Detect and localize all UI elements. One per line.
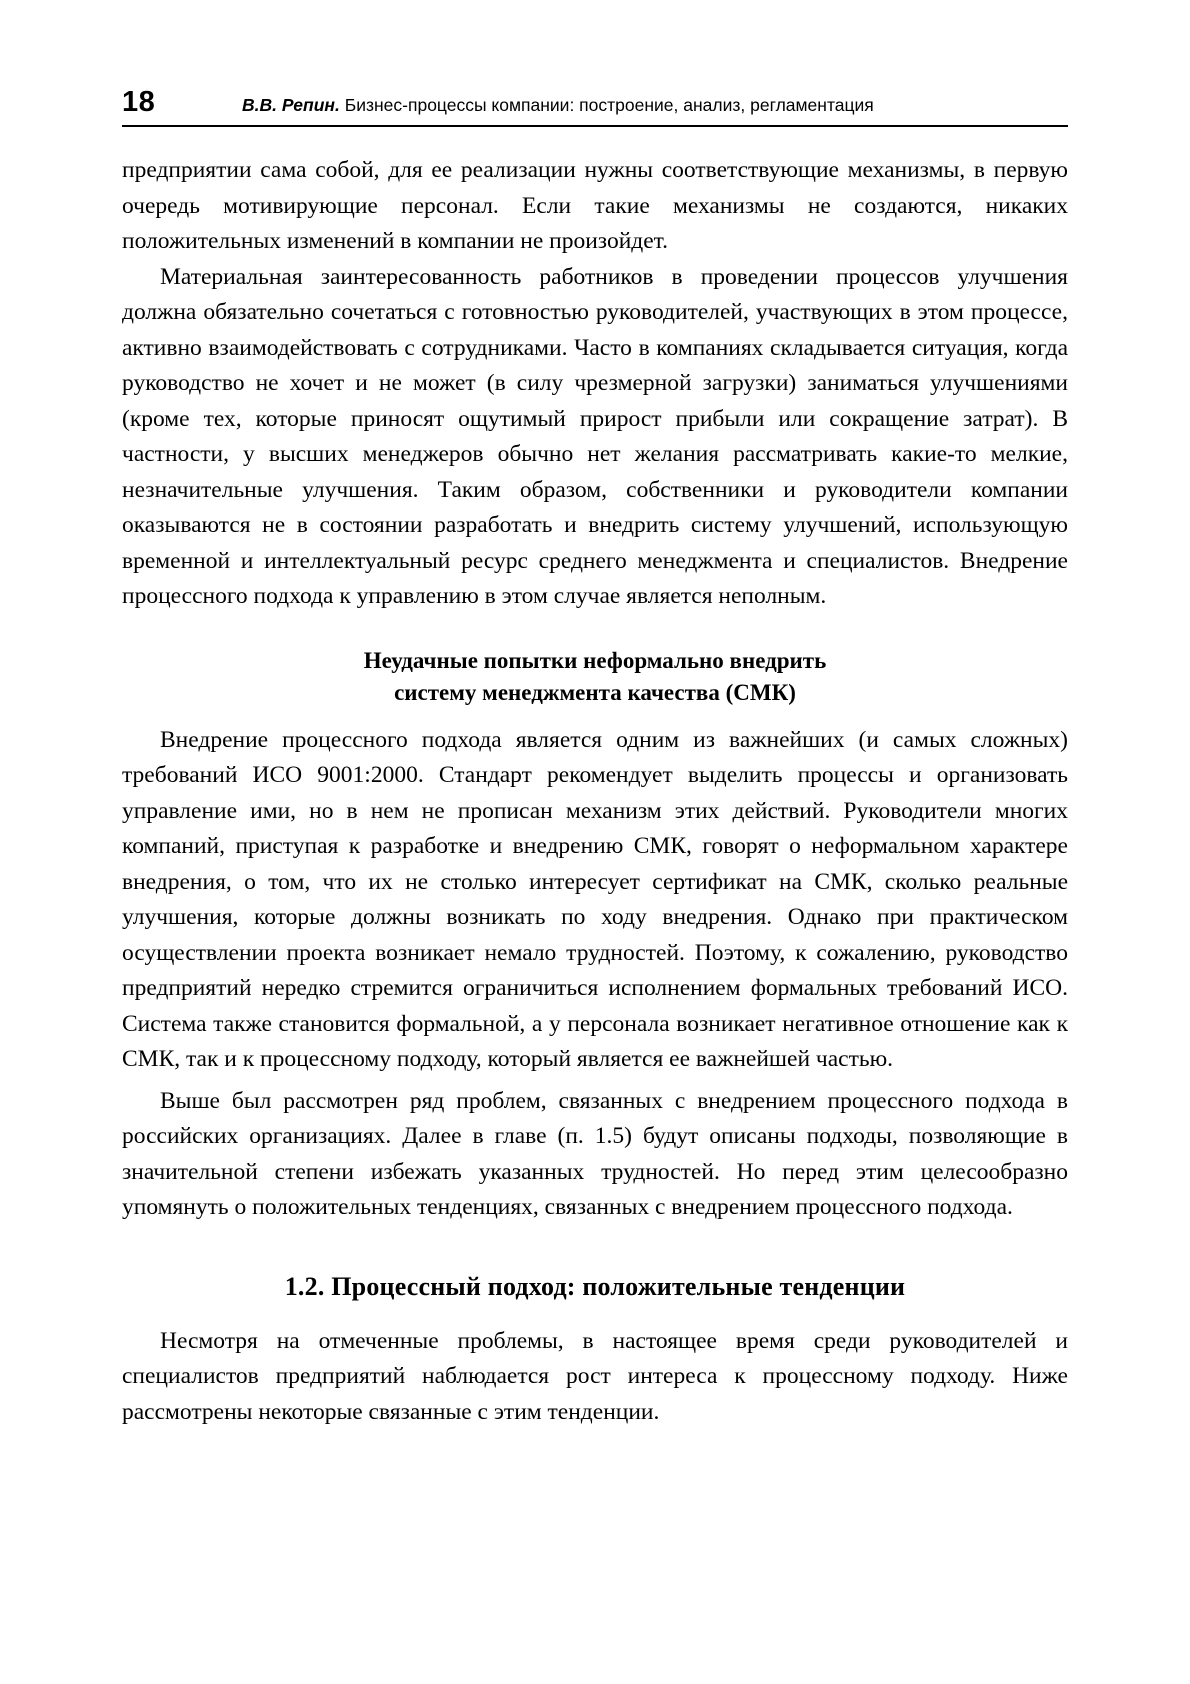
page-content [122,86,1068,1430]
paragraph-iso-implementation: Внедрение процессного подхода является одним из важнейших (и самых сложных) требований ИСО 9001:2000. Стандарт рекомендует выделить процессы и организовать управление ими, но в нем не прописан механизм этих действий. Руководители многих компаний, приступая к разработке и внедрению СМК, говорят о неформальном характере внедрения, о том, что их не столько интересует сертификат на СМК, сколько реальные улучшения, которые должны возникать по ходу внедрения. Однако при практическом осуществлении проекта возникает немало трудностей. Поэтому, к сожалению, руководство предприятий нередко стремится ограничиться исполнением формальных требований ИСО. Система также становится формальной, а у персонала возникает негативное отношение как к СМК, так и к процессному подходу, который является ее важнейшей частью. [122,726,1068,1072]
subheading-line-1: Неудачные попытки неформально внедрить [363,647,827,673]
section-heading-1-2: 1.2. Процессный подход: положительные тенденции [284,1271,906,1301]
running-head-title [242,95,1068,116]
page-number: 18 [122,86,156,118]
running-head-author: В.В. Репин. [242,95,340,115]
paragraph-material-interest: Материальная заинтересованность работников в проведении процессов улучшения должна обязательно сочетаться с готовностью руководителей, участвующих в этом процессе, активно взаимодействовать с сотрудниками. Часто в компаниях складывается ситуация, когда руководство не хочет и не может (в силу чрезмерной загрузки) заниматься улучшениями (кроме тех, которые приносят ощутимый прирост прибыли или сокращение затрат). В частности, у высших менеджеров обычно нет желания рассматривать какие-то мелкие, незначительные улучшения. Таким образом, собственники и руководители компании оказываются не в состоянии разработать и внедрить систему улучшений, использующую временной и интеллектуальный ресурс среднего менеджмента и специалистов. Внедрение процессного подхода к управлению в этом случае является неполным. [122,263,1068,609]
running-head-booktitle: Бизнес-процессы компании: построение, анализ, регламентация [339,95,874,115]
subheading-line-2: систему менеджмента качества (СМК) [394,679,796,705]
paragraph-summary: Выше был рассмотрен ряд проблем, связанных с внедрением процессного подхода в российских организациях. Далее в главе (п. 1.5) будут описаны подходы, позволяющие в значительной степени избежать указанных трудностей. Но перед этим целесообразно упомянуть о положительных тенденциях, связанных с внедрением процессного подхода. [122,1087,1068,1220]
subheading-smk [122,645,1068,709]
paragraph-positive-trends: Несмотря на отмеченные проблемы, в настоящее время среди руководителей и специалистов предприятий наблюдается рост интереса к процессному подходу. Ниже рассмотрены некоторые связанные с этим тенденции. [122,1327,1068,1425]
running-head [122,86,1068,127]
paragraph-continued: предприятии сама собой, для ее реализации нужны соответствующие механизмы, в первую очередь мотивирующие персонал. Если такие механизмы не создаются, никаких положительных изменений в компании не произойдет. [122,157,1068,254]
body-text [122,153,1068,1430]
